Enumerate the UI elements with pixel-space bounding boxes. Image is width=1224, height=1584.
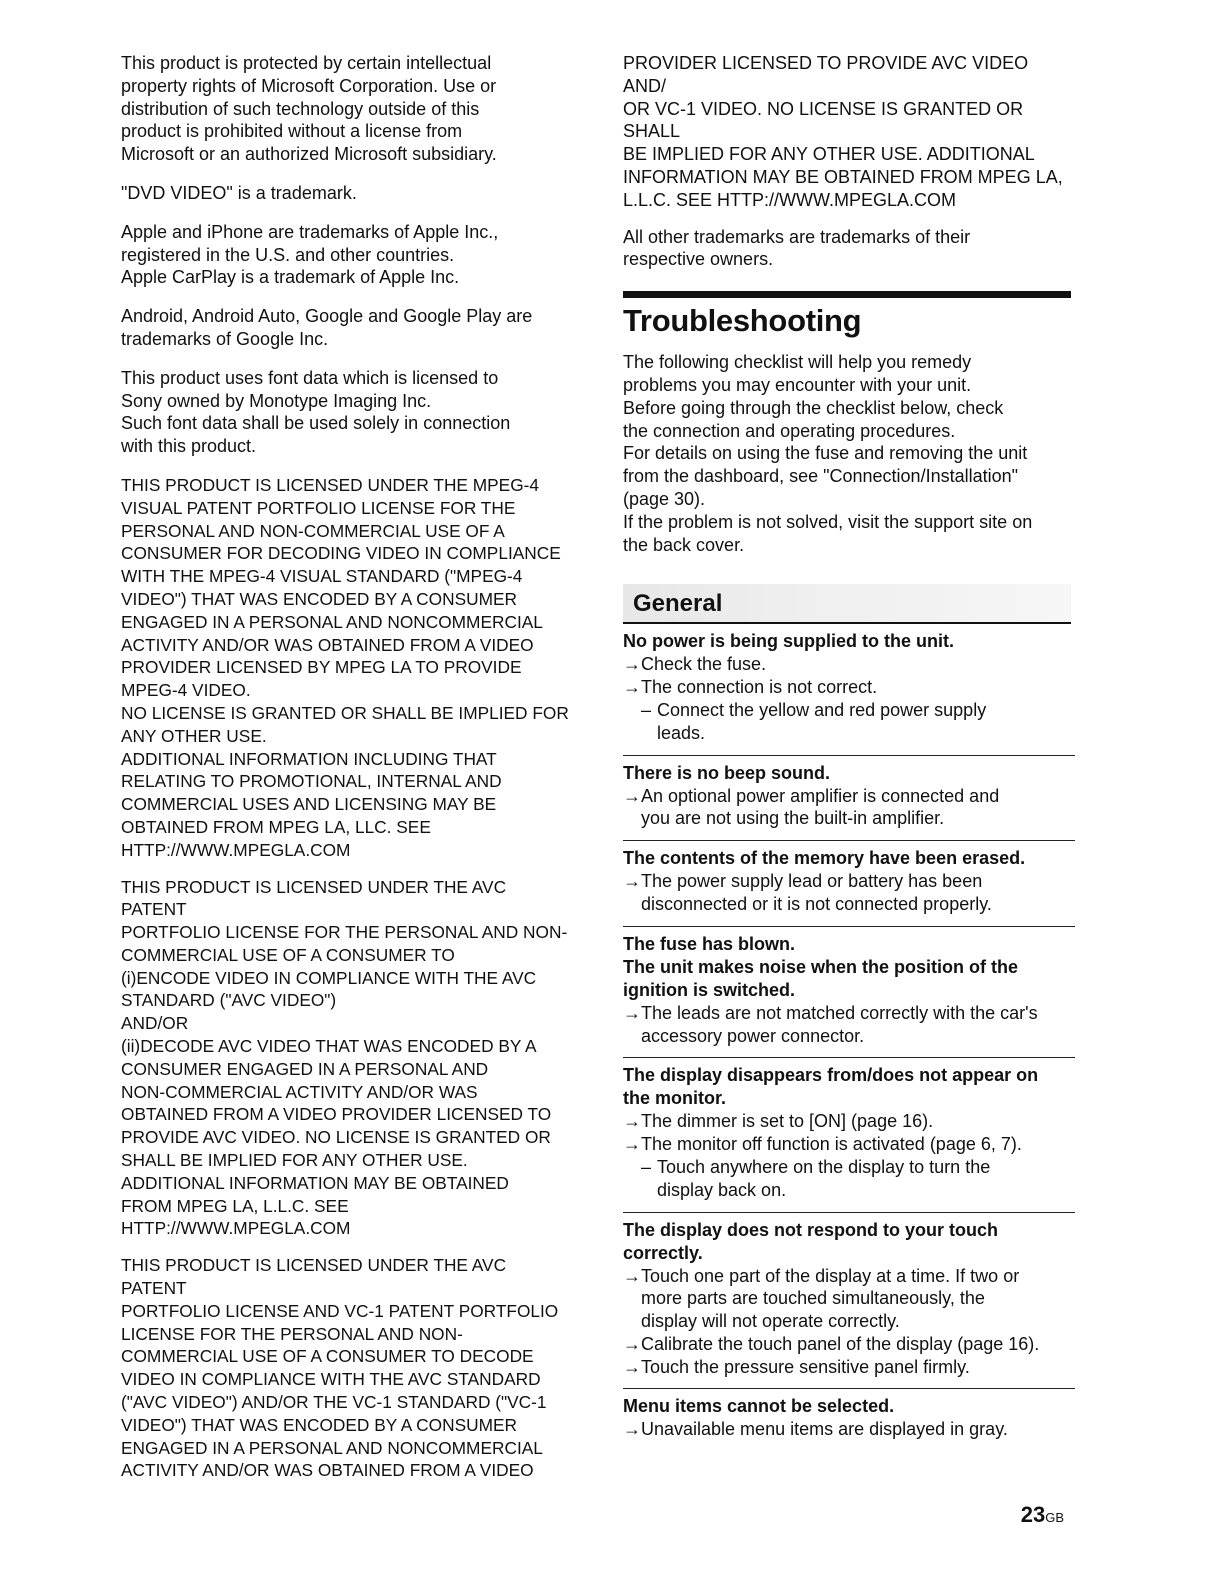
remedy	[623, 1265, 1075, 1333]
arrow-icon: →	[623, 1002, 641, 1023]
left-paragraph: "DVD VIDEO" is a trademark.	[121, 182, 357, 203]
right-column	[623, 52, 1075, 1451]
remedy-text: Touch the pressure sensitive panel firmly.	[641, 1356, 970, 1377]
issue-item	[623, 840, 1075, 916]
arrow-icon: →	[623, 1134, 641, 1155]
right-paragraph: PROVIDER LICENSED TO PROVIDE AVC VIDEO AND/ OR VC-1 VIDEO. NO LICENSE IS GRANTED OR SHALL BE IMPLIED FOR ANY OTHER USE. ADDITIONAL INFORMATION MAY BE OBTAINED FROM MPEG LA, L.L.C. SEE HTTP://WWW.MPEGLA.COM	[623, 53, 1063, 210]
remedy	[623, 653, 1075, 676]
troubleshooting-title: Troubleshooting	[623, 303, 862, 339]
issue-title: The contents of the memory have been erased.	[623, 848, 1026, 869]
sub-remedy	[623, 1156, 1075, 1202]
remedy-text: The monitor off function is activated (page 6, 7).	[641, 1134, 1022, 1155]
remedy	[623, 870, 1075, 916]
issue-item	[623, 1057, 1075, 1201]
issue-title: The unit makes noise when the position of the ignition is switched.	[623, 956, 1019, 1000]
left-paragraph: This product uses font data which is licensed to Sony owned by Monotype Imaging Inc. Such font data shall be used solely in connection with this product.	[121, 367, 511, 457]
remedy-text: The connection is not correct.	[641, 677, 878, 698]
dash-glyph: –	[641, 1156, 652, 1177]
remedy	[623, 1002, 1075, 1048]
remedy-text: Check the fuse.	[641, 654, 767, 675]
page-number-suffix: GB	[1045, 1510, 1064, 1525]
section-heading-general: General	[623, 584, 1071, 624]
issue-title: The display disappears from/does not appear on the monitor.	[623, 1065, 1039, 1109]
left-paragraph: THIS PRODUCT IS LICENSED UNDER THE AVC PATENT PORTFOLIO LICENSE FOR THE PERSONAL AND NON- COMMERCIAL USE OF A CONSUMER TO (i)ENCODE VIDEO IN COMPLIANCE WITH THE AVC STANDARD ("AVC VIDEO") AND/OR (ii)DECODE AVC VIDEO THAT WAS ENCODED BY A CONSUMER ENGAGED IN A PERSONAL AND NON-COMMERCIAL ACTIVITY AND/OR WAS OBTAINED FROM A VIDEO PROVIDER LICENSED TO PROVIDE AVC VIDEO. NO LICENSE IS GRANTED OR SHALL BE IMPLIED FOR ANY OTHER USE. ADDITIONAL INFORMATION MAY BE OBTAINED FROM MPEG LA, L.L.C. SEE HTTP://WWW.MPEGLA.COM	[121, 876, 568, 1239]
remedy	[623, 785, 1075, 831]
arrow-icon: →	[623, 1265, 641, 1286]
issue-title: No power is being supplied to the unit.	[623, 631, 954, 652]
left-paragraph: THIS PRODUCT IS LICENSED UNDER THE MPEG-4 VISUAL PATENT PORTFOLIO LICENSE FOR THE PERSONAL AND NON-COMMERCIAL USE OF A CONSUMER FOR DECODING VIDEO IN COMPLIANCE WITH THE MPEG-4 VISUAL STANDARD ("MPEG-4 VIDEO") THAT WAS ENCODED BY A CONSUMER ENGAGED IN A PERSONAL AND NONCOMMERCIAL ACTIVITY AND/OR WAS OBTAINED FROM A VIDEO PROVIDER LICENSED BY MPEG LA TO PROVIDE MPEG-4 VIDEO. NO LICENSE IS GRANTED OR SHALL BE IMPLIED FOR ANY OTHER USE. ADDITIONAL INFORMATION INCLUDING THAT RELATING TO PROMOTIONAL, INTERNAL AND COMMERCIAL USES AND LICENSING MAY BE OBTAINED FROM MPEG LA, LLC. SEE HTTP://WWW.MPEGLA.COM	[121, 474, 569, 860]
remedy-text: The dimmer is set to [ON] (page 16).	[641, 1111, 934, 1132]
right-paragraphs	[623, 52, 1075, 271]
remedy-text: An optional power amplifier is connected and you are not using the built-in amplifier.	[641, 785, 1000, 829]
remedy-text: The leads are not matched correctly with the car's accessory power connector.	[641, 1002, 1038, 1046]
issue-title: Menu items cannot be selected.	[623, 1396, 895, 1417]
issue-item	[623, 755, 1075, 831]
remedy-text: Touch one part of the display at a time. If two or more parts are touched simultaneously, the display will not operate correctly.	[641, 1265, 1020, 1332]
troubleshooting-rule	[623, 291, 1071, 298]
issue-item	[623, 630, 1075, 744]
arrow-icon: →	[623, 1111, 641, 1132]
page-number-value: 23	[1020, 1502, 1046, 1527]
remedy	[623, 1333, 1075, 1356]
left-column	[121, 52, 576, 1496]
left-paragraph: This product is protected by certain intellectual property rights of Microsoft Corporation. Use or distribution of such technology outside of this product is prohibited without a license from Microsoft or an authorized Microsoft subsidiary.	[121, 53, 497, 165]
remedy	[623, 1110, 1075, 1133]
remedy	[623, 676, 1075, 699]
sub-remedy-text: Touch anywhere on the display to turn the display back on.	[657, 1156, 991, 1200]
arrow-icon: →	[623, 785, 641, 806]
left-paragraph: Android, Android Auto, Google and Google Play are trademarks of Google Inc.	[121, 306, 533, 349]
issue-item	[623, 1388, 1075, 1441]
issue-title: The display does not respond to your touch correctly.	[623, 1219, 999, 1263]
arrow-icon: →	[623, 677, 641, 698]
issue-title: The fuse has blown.	[623, 933, 796, 954]
sub-remedy-text: Connect the yellow and red power supply leads.	[657, 699, 987, 743]
arrow-icon: →	[623, 1356, 641, 1377]
arrow-icon: →	[623, 1333, 641, 1354]
arrow-icon: →	[623, 871, 641, 892]
arrow-icon: →	[623, 1419, 641, 1440]
remedy	[623, 1356, 1075, 1379]
sub-remedy	[623, 699, 1075, 745]
troubleshooting-intro: The following checklist will help you remedy problems you may encounter with your unit. Before going through the checklist below, check the connection and operating procedures. For details on using the fuse and removing the unit from the dashboard, see "Connection/Installation" (page 30). If the problem is not solved, visit the support site on the back cover.	[623, 352, 1033, 555]
left-paragraph: THIS PRODUCT IS LICENSED UNDER THE AVC PATENT PORTFOLIO LICENSE AND VC-1 PATENT PORTFOLIO LICENSE FOR THE PERSONAL AND NON- COMMERCIAL USE OF A CONSUMER TO DECODE VIDEO IN COMPLIANCE WITH THE AVC STANDARD ("AVC VIDEO") AND/OR THE VC-1 STANDARD ("VC-1 VIDEO") THAT WAS ENCODED BY A CONSUMER ENGAGED IN A PERSONAL AND NONCOMMERCIAL ACTIVITY AND/OR WAS OBTAINED FROM A VIDEO	[121, 1255, 559, 1481]
page-number	[1021, 1502, 1064, 1528]
left-paragraph: Apple and iPhone are trademarks of Apple Inc., registered in the U.S. and other countries. Apple CarPlay is a trademark of Apple Inc.	[121, 221, 499, 288]
remedy-text: Unavailable menu items are displayed in gray.	[641, 1419, 1008, 1440]
dash-glyph: –	[641, 699, 652, 720]
issue-item	[623, 1212, 1075, 1379]
issue-item	[623, 926, 1075, 1048]
issue-title: There is no beep sound.	[623, 762, 831, 783]
remedy-text: Calibrate the touch panel of the display (page 16).	[641, 1333, 1040, 1354]
remedy-text: The power supply lead or battery has been disconnected or it is not connected properly.	[641, 871, 992, 914]
arrow-icon: →	[623, 654, 641, 675]
remedy	[623, 1418, 1075, 1441]
issue-list	[623, 630, 1075, 1441]
remedy	[623, 1133, 1075, 1156]
right-paragraph: All other trademarks are trademarks of their respective owners.	[623, 226, 971, 270]
